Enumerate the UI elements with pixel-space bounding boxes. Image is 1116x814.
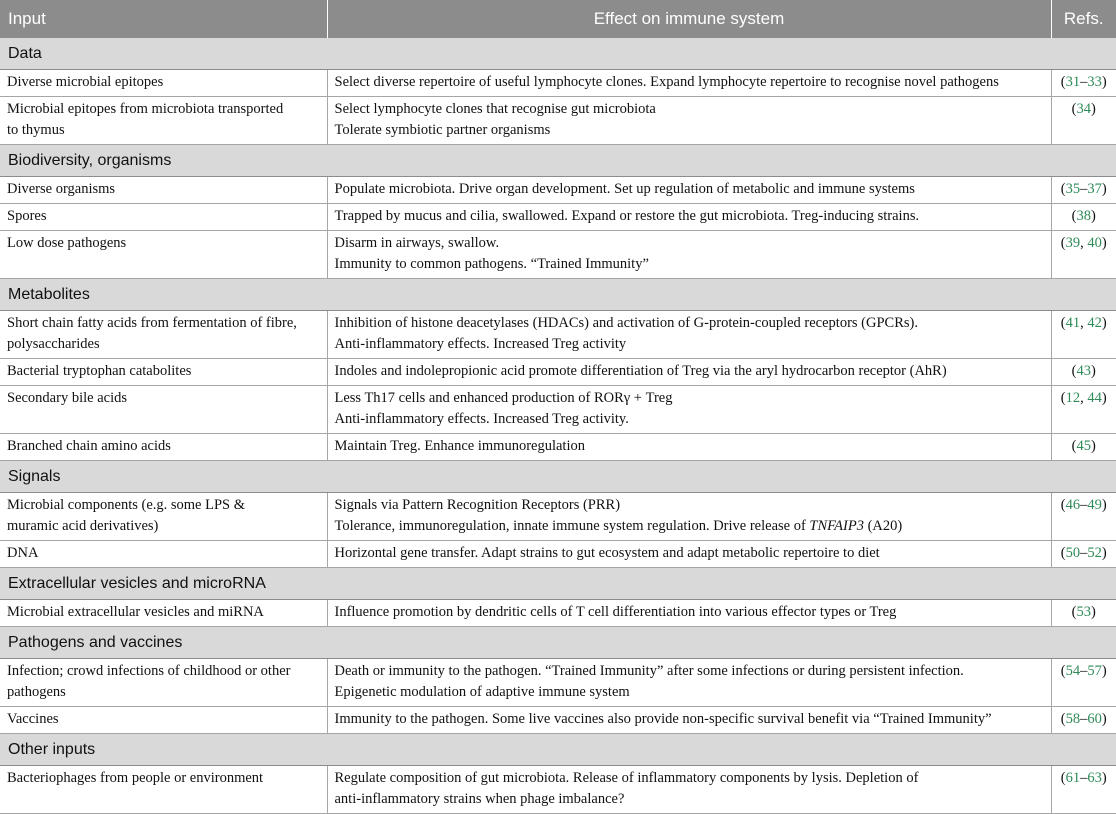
table-row (0, 231, 1116, 279)
reference-link[interactable]: 63 (1087, 770, 1102, 786)
effect-text: Regulate composition of gut microbiota. Release of inflammatory components by lysis. Depletion of (334, 770, 919, 786)
table-row (0, 204, 1116, 231)
input-text: Short chain fatty acids from fermentation of fibre, (7, 315, 297, 331)
effect-cell (327, 386, 1051, 434)
table-row (0, 97, 1116, 145)
header-effect: Effect on immune system (327, 0, 1051, 38)
input-cell (0, 97, 327, 145)
table-row (0, 766, 1116, 814)
input-text: Infection; crowd infections of childhood or other (7, 663, 291, 679)
section-row (0, 461, 1116, 493)
refs-cell: (34) (1051, 97, 1116, 145)
section-title: Signals (0, 461, 1116, 493)
section-row (0, 627, 1116, 659)
effect-text: anti-inflammatory strains when phage imbalance? (334, 791, 625, 807)
section-row (0, 734, 1116, 766)
input-text: to thymus (7, 122, 65, 138)
effect-text: Disarm in airways, swallow. (334, 235, 500, 251)
input-cell (0, 600, 327, 627)
reference-link[interactable]: 52 (1087, 545, 1102, 561)
input-cell (0, 707, 327, 734)
effect-cell (327, 231, 1051, 279)
reference-link[interactable]: 54 (1065, 663, 1081, 679)
section-title: Metabolites (0, 279, 1116, 311)
reference-link[interactable]: 44 (1087, 390, 1102, 406)
table-row (0, 359, 1116, 386)
table-row (0, 386, 1116, 434)
reference-link[interactable]: 33 (1087, 74, 1102, 90)
reference-link[interactable]: 46 (1065, 497, 1081, 513)
refs-cell: (58–60) (1051, 707, 1116, 734)
input-cell (0, 766, 327, 814)
input-text: pathogens (7, 684, 66, 700)
effect-cell (327, 311, 1051, 359)
refs-cell: (45) (1051, 434, 1116, 461)
effect-cell (327, 707, 1051, 734)
reference-link[interactable]: 61 (1065, 770, 1081, 786)
reference-link[interactable]: 49 (1087, 497, 1102, 513)
reference-link[interactable]: 37 (1087, 181, 1102, 197)
input-text: Branched chain amino acids (7, 438, 171, 454)
reference-link[interactable]: 39 (1065, 235, 1081, 251)
reference-link[interactable]: 34 (1076, 101, 1091, 117)
section-row (0, 279, 1116, 311)
effect-cell (327, 204, 1051, 231)
gene-name: TNFAIP3 (809, 518, 864, 534)
effect-cell (327, 659, 1051, 707)
input-cell (0, 177, 327, 204)
input-text: Vaccines (7, 711, 59, 727)
effect-text: Epigenetic modulation of adaptive immune system (334, 684, 630, 700)
effect-cell (327, 493, 1051, 541)
input-cell (0, 659, 327, 707)
input-cell (0, 386, 327, 434)
header-row (0, 0, 1116, 38)
reference-link[interactable]: 45 (1076, 438, 1091, 454)
reference-link[interactable]: 42 (1087, 315, 1102, 331)
table-row (0, 600, 1116, 627)
table-body (0, 38, 1116, 814)
section-row (0, 145, 1116, 177)
input-text: Microbial components (e.g. some LPS & (7, 497, 246, 513)
refs-cell: (53) (1051, 600, 1116, 627)
reference-link[interactable]: 50 (1065, 545, 1081, 561)
effect-text: Death or immunity to the pathogen. “Trained Immunity” after some infections or during persistent infection. (334, 663, 964, 679)
effect-cell (327, 541, 1051, 568)
input-text: Bacterial tryptophan catabolites (7, 363, 192, 379)
input-text: Bacteriophages from people or environment (7, 770, 264, 786)
section-title: Biodiversity, organisms (0, 145, 1116, 177)
effect-text: Influence promotion by dendritic cells of T cell differentiation into various effector types or Treg (334, 604, 897, 620)
input-cell (0, 70, 327, 97)
reference-link[interactable]: 35 (1065, 181, 1081, 197)
effect-text: Immunity to the pathogen. Some live vaccines also provide non-specific survival benefit via “Trained Immunity” (334, 711, 992, 727)
refs-cell: (39, 40) (1051, 231, 1116, 279)
input-cell (0, 204, 327, 231)
refs-cell: (61–63) (1051, 766, 1116, 814)
effect-cell (327, 359, 1051, 386)
effect-text: Anti-inflammatory effects. Increased Treg activity. (334, 411, 629, 427)
table-row (0, 659, 1116, 707)
input-text: Secondary bile acids (7, 390, 127, 406)
section-title: Other inputs (0, 734, 1116, 766)
effect-text: Tolerance, immunoregulation, innate immune system regulation. Drive release of TNFAIP3 (A20) (334, 518, 903, 534)
table-row (0, 434, 1116, 461)
refs-cell: (41, 42) (1051, 311, 1116, 359)
refs-cell: (35–37) (1051, 177, 1116, 204)
table-row (0, 311, 1116, 359)
input-text: polysaccharides (7, 336, 100, 352)
effect-cell (327, 70, 1051, 97)
table-row (0, 177, 1116, 204)
effect-text: Signals via Pattern Recognition Receptors (PRR) (334, 497, 621, 513)
section-title: Extracellular vesicles and microRNA (0, 568, 1116, 600)
effect-text: Horizontal gene transfer. Adapt strains to gut ecosystem and adapt metabolic repertoire to diet (334, 545, 880, 561)
refs-cell: (12, 44) (1051, 386, 1116, 434)
input-cell (0, 311, 327, 359)
input-cell (0, 493, 327, 541)
table-row (0, 541, 1116, 568)
input-cell (0, 541, 327, 568)
effect-text: Populate microbiota. Drive organ development. Set up regulation of metabolic and immune systems (334, 181, 915, 197)
effect-text: Anti-inflammatory effects. Increased Treg activity (334, 336, 627, 352)
section-title: Data (0, 38, 1116, 70)
effect-cell (327, 600, 1051, 627)
header-input: Input (0, 0, 327, 38)
input-text: Microbial extracellular vesicles and miRNA (7, 604, 264, 620)
effect-cell (327, 434, 1051, 461)
reference-link[interactable]: 60 (1087, 711, 1102, 727)
table-row (0, 707, 1116, 734)
reference-link[interactable]: 12 (1065, 390, 1081, 406)
effect-cell (327, 766, 1051, 814)
effect-cell (327, 97, 1051, 145)
effect-text: Select lymphocyte clones that recognise gut microbiota (334, 101, 656, 117)
effect-text: Trapped by mucus and cilia, swallowed. Expand or restore the gut microbiota. Treg-inducing strains. (334, 208, 920, 224)
input-text: Diverse microbial epitopes (7, 74, 164, 90)
effect-text: Select diverse repertoire of useful lymphocyte clones. Expand lymphocyte repertoire to recognise novel pathogens (334, 74, 999, 90)
refs-cell: (50–52) (1051, 541, 1116, 568)
reference-link[interactable]: 53 (1076, 604, 1091, 620)
refs-cell: (38) (1051, 204, 1116, 231)
input-text: Low dose pathogens (7, 235, 127, 251)
effect-text: Immunity to common pathogens. “Trained Immunity” (334, 256, 649, 272)
reference-link[interactable]: 38 (1076, 208, 1091, 224)
table-row (0, 70, 1116, 97)
table-row (0, 493, 1116, 541)
input-cell (0, 359, 327, 386)
reference-link[interactable]: 40 (1087, 235, 1102, 251)
effect-text: Indoles and indolepropionic acid promote differentiation of Treg via the aryl hydrocarbon receptor (AhR) (334, 363, 947, 379)
input-text: muramic acid derivatives) (7, 518, 159, 534)
refs-cell: (43) (1051, 359, 1116, 386)
section-title: Pathogens and vaccines (0, 627, 1116, 659)
input-text: Microbial epitopes from microbiota transported (7, 101, 284, 117)
refs-cell: (46–49) (1051, 493, 1116, 541)
effect-text: Tolerate symbiotic partner organisms (334, 122, 551, 138)
section-row (0, 38, 1116, 70)
reference-link[interactable]: 58 (1065, 711, 1081, 727)
refs-cell: (31–33) (1051, 70, 1116, 97)
effect-text: Maintain Treg. Enhance immunoregulation (334, 438, 585, 454)
input-cell (0, 231, 327, 279)
section-row (0, 568, 1116, 600)
input-text: Spores (7, 208, 47, 224)
effect-text: Less Th17 cells and enhanced production of RORγ + Treg (334, 390, 673, 406)
reference-link[interactable]: 41 (1065, 315, 1081, 331)
input-text: DNA (7, 545, 39, 561)
input-text: Diverse organisms (7, 181, 116, 197)
reference-link[interactable]: 43 (1076, 363, 1091, 379)
effect-cell (327, 177, 1051, 204)
refs-cell: (54–57) (1051, 659, 1116, 707)
reference-link[interactable]: 31 (1065, 74, 1081, 90)
header-refs: Refs. (1051, 0, 1116, 38)
input-cell (0, 434, 327, 461)
effect-text: Inhibition of histone deacetylases (HDACs) and activation of G-protein-coupled receptors (GPCRs). (334, 315, 918, 331)
reference-link[interactable]: 57 (1087, 663, 1102, 679)
